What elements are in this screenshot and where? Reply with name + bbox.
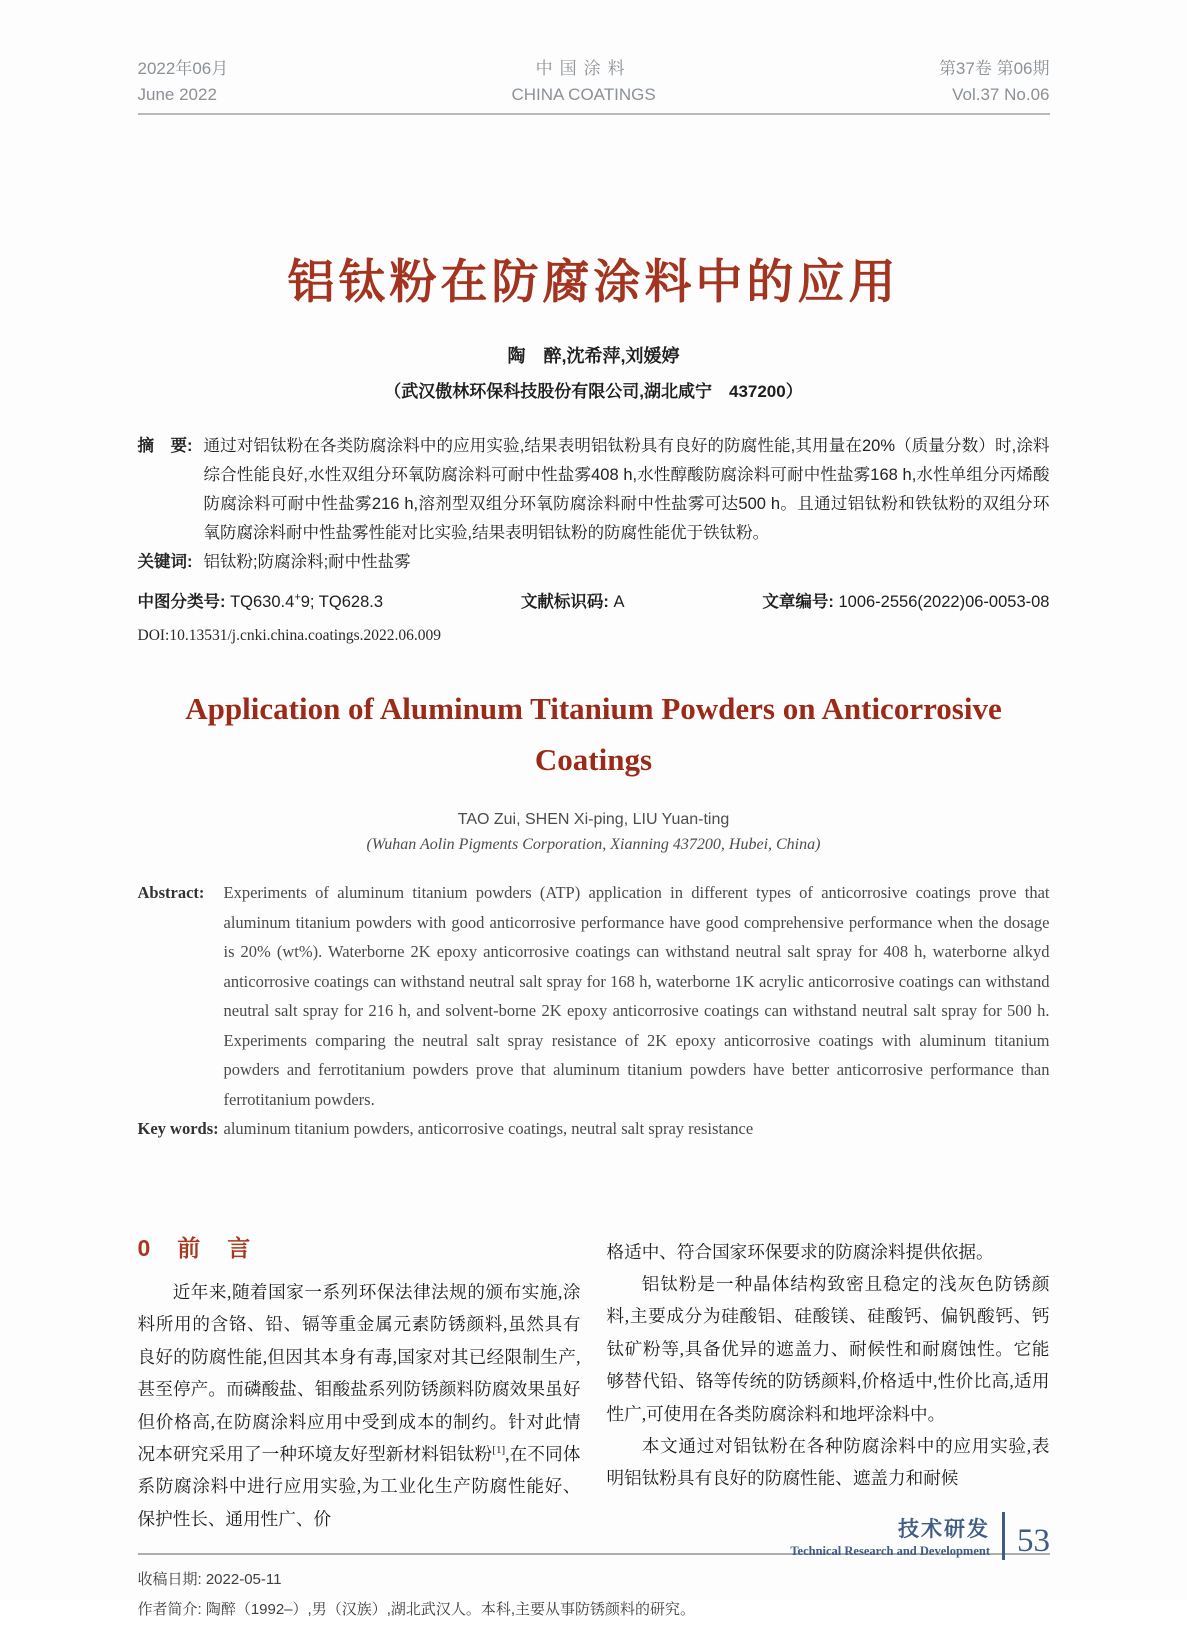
article-id-label: 文章编号:	[762, 593, 839, 611]
clc-rest: 9; TQ628.3	[300, 593, 384, 611]
clc-base: TQ630.4	[230, 593, 295, 611]
keywords-cn-text: 铝钛粉;防腐涂料;耐中性盐雾	[203, 553, 411, 571]
header-journal-en: CHINA COATINGS	[511, 84, 656, 104]
abstract-cn-label: 摘 要:	[137, 437, 193, 455]
intro-p1-text: 近年来,随着国家一系列环保法律法规的颁布实施,涂料所用的含铬、铅、镉等重金属元素防锈颜料,虽然具有良好的防腐性能,但因其本身有毒,国家对其已经限制生产,甚至停产。而磷酸盐、钼酸盐系列防锈颜料防腐效果虽好但价格高,在防腐涂料应用中受到成本的制约。针对此情况本研究采用了一种环境友好型新材料铝钛粉	[137, 1281, 581, 1464]
page-number: 53	[1017, 1522, 1050, 1559]
intro-p1-text-cont: ,在不同体系防腐涂料中进行应用实验,为工业化生产防腐性能好、保护性长、通用性广、价	[137, 1443, 581, 1529]
authors-en: TAO Zui, SHEN Xi-ping, LIU Yuan-ting	[457, 811, 730, 828]
article-title-en-line2: Coatings	[534, 742, 653, 777]
article-meta-row	[138, 588, 1050, 617]
abstract-cn-text: 通过对铝钛粉在各类防腐涂料中的应用实验,结果表明铝钛粉具有良好的防腐性能,其用量在20%（质量分数）时,涂料综合性能良好,水性双组分环氧防腐涂料可耐中性盐雾408 h,水性醇酸防腐涂料可耐中性盐雾168 h,水性单组分丙烯酸防腐涂料可耐中性盐雾216 h,溶剂型双组分环氧防腐涂料耐中性盐雾可达500 h。且通过铝钛粉和铁钛粉的双组分环氧防腐涂料耐中性盐雾性能对比实验,结果表明铝钛粉的防腐性能优于铁钛粉。	[203, 437, 1050, 542]
column-label-en: Technical Research and Development	[790, 1544, 990, 1558]
document-code-label: 文献标识码:	[520, 593, 614, 611]
header-journal-name	[511, 56, 655, 107]
header-volume-issue	[939, 56, 1050, 107]
header-issue-date	[138, 56, 229, 107]
body-columns	[138, 1230, 1050, 1536]
keywords-en	[138, 1114, 1050, 1144]
keywords-en-label: Key words:	[137, 1119, 219, 1138]
article-title-en	[138, 683, 1050, 785]
abstract-en-label: Abstract:	[137, 883, 205, 902]
intro-paragraph-1-continued: 格适中、符合国家环保要求的防腐涂料提供依据。	[606, 1241, 994, 1262]
body-column-right	[607, 1230, 1050, 1536]
clc-number	[138, 588, 384, 617]
footer-divider-bar	[1002, 1512, 1005, 1560]
article-id	[762, 588, 1049, 617]
abstract-en	[138, 878, 1050, 1114]
page-footer	[790, 1512, 1050, 1560]
keywords-cn-label: 关键词:	[137, 553, 193, 571]
doi: DOI:10.13531/j.cnki.china.coatings.2022.06.009	[137, 627, 441, 644]
page-content	[138, 0, 1050, 1625]
section-heading-intro: 0 前 言	[137, 1234, 253, 1261]
header-issue-cn: 第37卷 第06期	[938, 59, 1050, 78]
affiliation-cn: （武汉傲林环保科技股份有限公司,湖北咸宁 437200）	[384, 382, 803, 401]
intro-paragraph-3: 本文通过对铝钛粉在各种防腐涂料中的应用实验,表明铝钛粉具有良好的防腐性能、遮盖力和耐候	[606, 1435, 1050, 1489]
keywords-en-text: aluminum titanium powders, anticorrosive coatings, neutral salt spray resistance	[223, 1119, 754, 1138]
journal-header	[138, 0, 1050, 107]
article-title-en-line1: Application of Aluminum Titanium Powders on Anticorrosive	[185, 691, 1002, 726]
article-title-cn: 铝钛粉在防腐涂料中的应用	[287, 255, 900, 308]
abstract-en-text: Experiments of aluminum titanium powders (ATP) application in different types of anticorrosive coatings prove that aluminum titanium powders with good anticorrosive performance have good comprehensive performance when the dosage is 20% (wt%). Waterborne 2K epoxy anticorrosive coatings can withstand neutral salt spray for 408 h, waterborne alkyd anticorrosive coatings can withstand neutral salt spray for 168 h, waterborne 1K acrylic anticorrosive coatings can withstand neutral salt spray for 216 h, and solvent-borne 2K epoxy anticorrosive coatings can withstand neutral salt spray for 500 h. Experiments comparing the neutral salt spray resistance of 2K epoxy anticorrosive coatings with aluminum titanium powders and ferrotitanium powders prove that aluminum titanium powders have better anticorrosive performance than ferrotitanium powders.	[223, 883, 1050, 1109]
column-label	[790, 1513, 990, 1559]
header-date-cn: 2022年06月	[137, 59, 229, 78]
author-bio: 作者简介: 陶醉（1992–）,男（汉族）,湖北武汉人。本科,主要从事防锈颜料的研究。	[137, 1601, 696, 1619]
document-code	[521, 588, 625, 617]
header-issue-en: Vol.37 No.06	[952, 84, 1050, 104]
received-date: 收稿日期: 2022-05-11	[137, 1571, 282, 1589]
authors-cn: 陶 醉,沈希萍,刘媛婷	[507, 346, 680, 366]
header-date-en: June 2022	[137, 84, 217, 104]
article-id-value: 1006-2556(2022)06-0053-08	[838, 593, 1050, 611]
column-label-cn: 技术研发	[898, 1518, 990, 1541]
intro-paragraph-2: 铝钛粉是一种晶体结构致密且稳定的浅灰色防锈颜料,主要成分为硅酸铝、硅酸镁、硅酸钙、偏钒酸钙、钙钛矿粉等,具备优异的遮盖力、耐候性和耐腐蚀性。它能够替代铅、铬等传统的防锈颜料,价格适中,性价比高,适用性广,可使用在各类防腐涂料和地坪涂料中。	[606, 1273, 1050, 1424]
body-column-left	[138, 1230, 581, 1536]
footnote	[138, 1565, 1050, 1625]
clc-superscript: +	[294, 591, 301, 604]
document-code-value: A	[613, 593, 625, 611]
clc-label: 中图分类号:	[137, 593, 231, 611]
header-divider	[138, 113, 1050, 115]
keywords-cn	[138, 548, 1050, 577]
abstract-cn	[138, 432, 1050, 548]
affiliation-en: (Wuhan Aolin Pigments Corporation, Xianning 437200, Hubei, China)	[366, 836, 821, 853]
intro-paragraph-1	[138, 1276, 581, 1535]
header-journal-cn: 中国涂料	[535, 59, 632, 78]
reference-marker-1: [1]	[492, 1444, 506, 1457]
